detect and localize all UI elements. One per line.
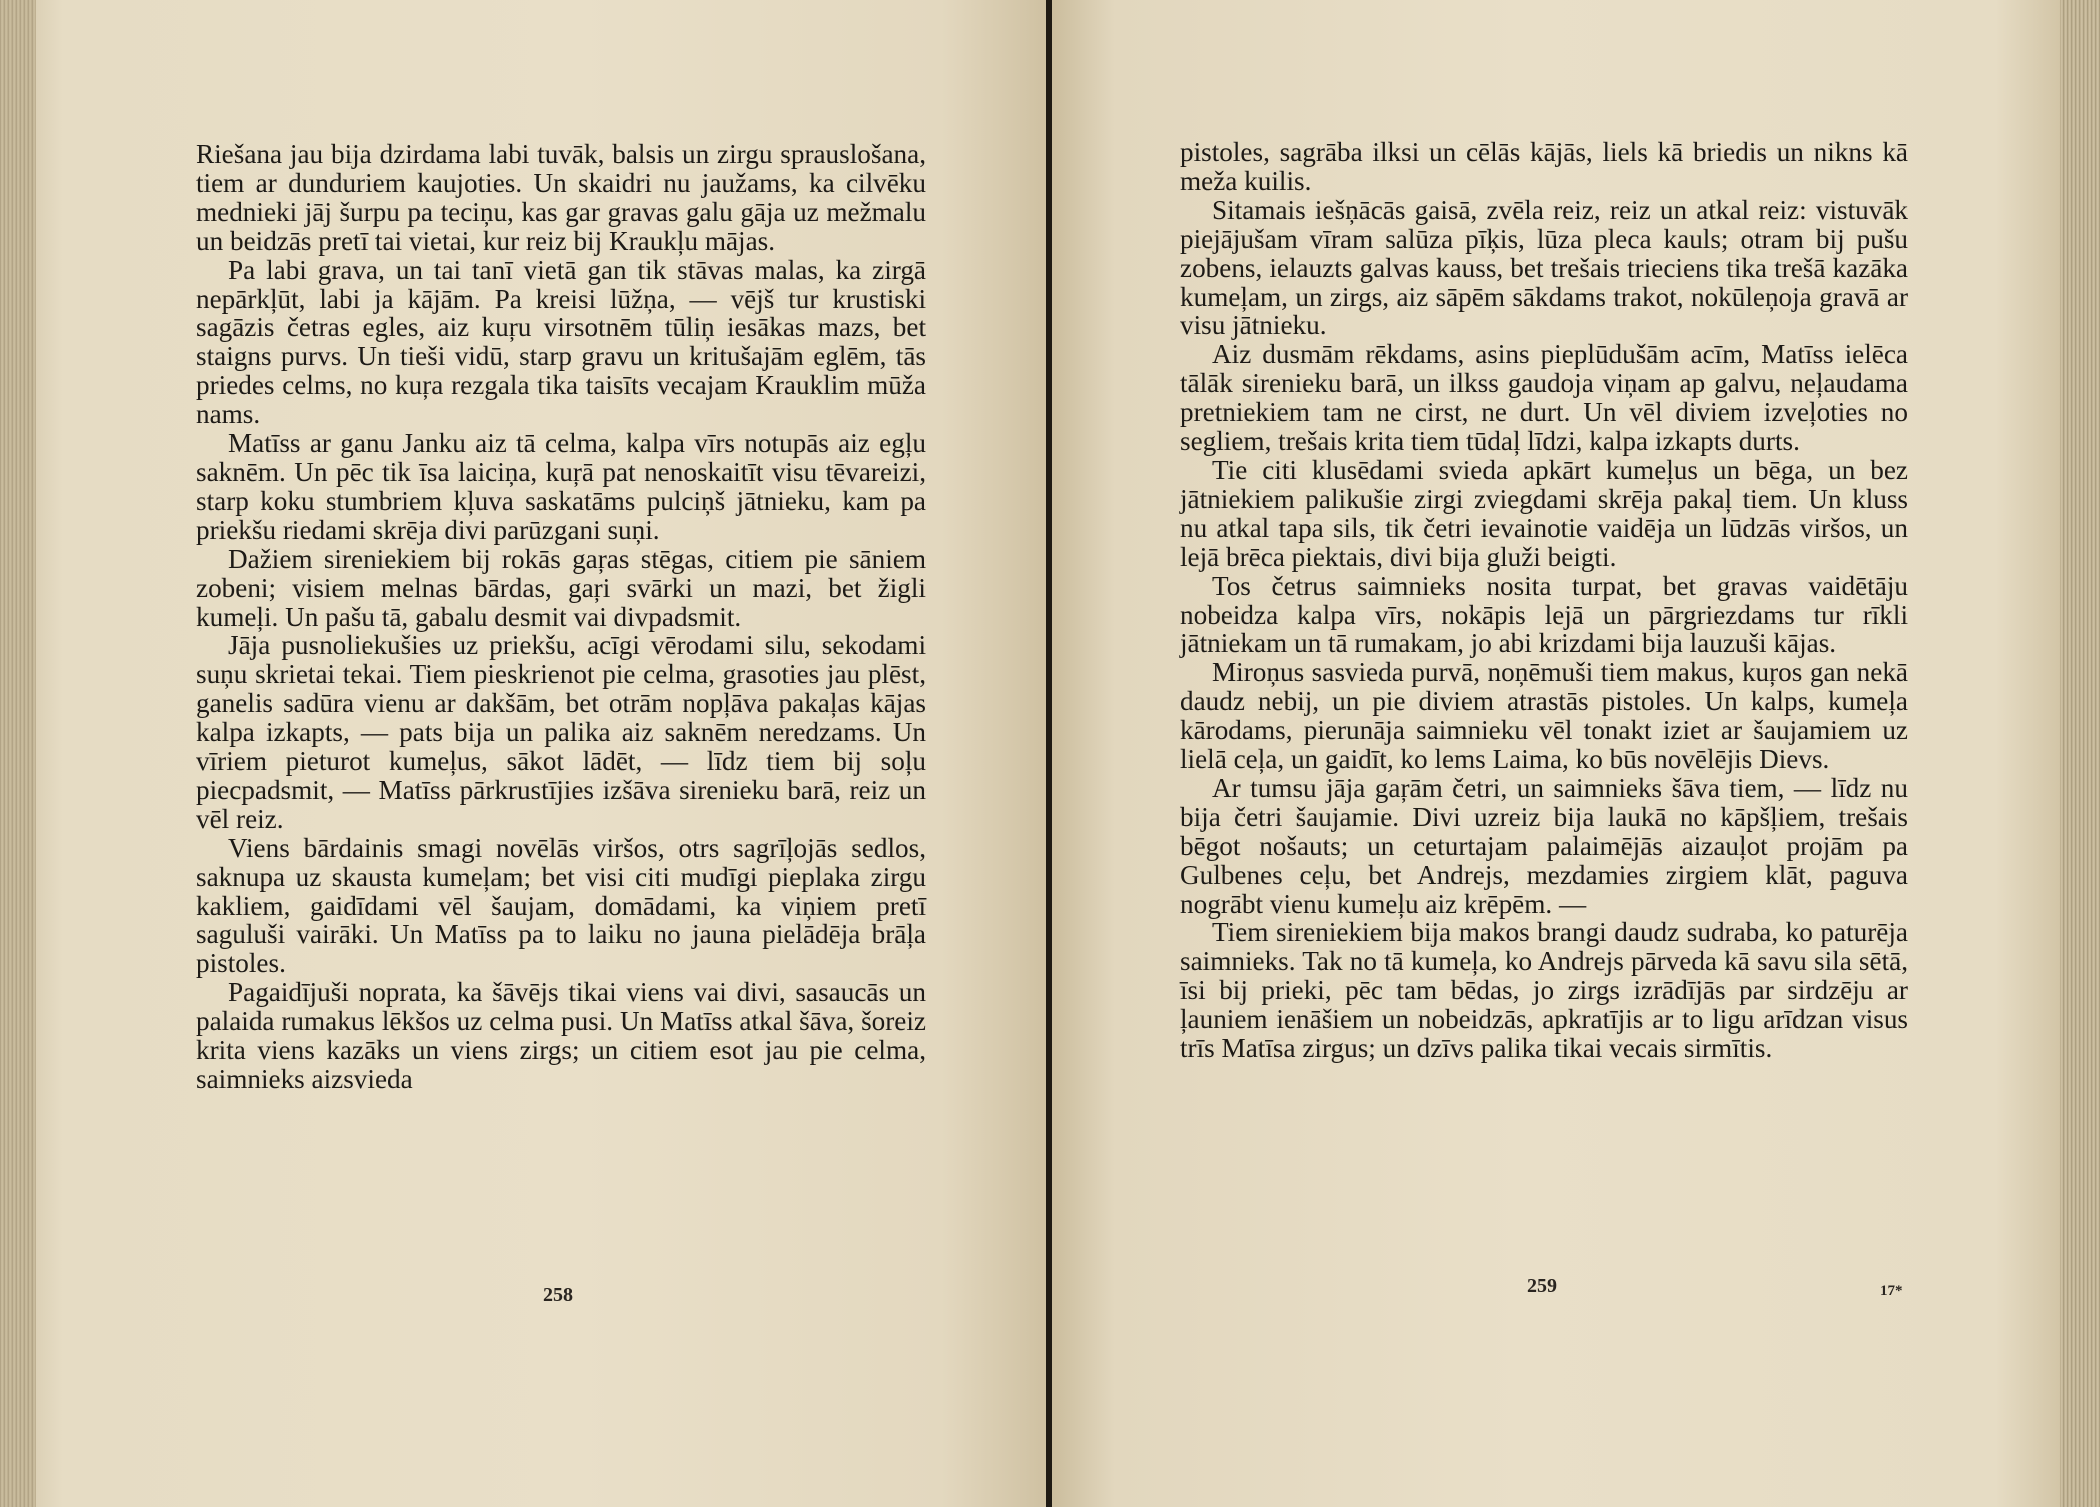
right-paragraph-5: Tos četrus saimnieks nosita turpat, bet gravas vaidētāju nobeidza kalpa vīrs, nokāpis lejā un pārgriezdams tur rīkli jātniekam un tā rumakam, jo abi krizdami bija lauzuši kājas. [1180,570,1908,659]
left-page-text [196,140,926,1094]
right-paragraph-1: pistoles, sagrāba ilksi un cēlās kājās, liels kā briedis un nikns kā meža kuilis. [1180,137,1908,196]
right-page-text [1180,138,1908,1063]
right-paragraph-7: Ar tumsu jāja gaŗām četri, un saimnieks šāva tiem, — līdz nu bija četri šaujamie. Divi uzreiz bija laukā no kāpšļiem, trešais bēgot nošauts; un ceturtajam palaimējās aizauļot projām pa Gulbenes ceļu, bet Andrejs, mezdamies zirgiem klāt, paguva nogrābt vienu kumeļu aiz krēpēm. — [1180,772,1908,919]
left-paragraph-4: Dažiem sireniekiem bij rokās gaŗas stēgas, citiem pie sāniem zobeni; visiem melnas bārdas, gaŗi svārki un mazi, bet žigli kumeļi. Un pašu tā, gabalu desmit vai divpadsmit. [196,543,926,632]
right-paragraph-8: Tiem sireniekiem bija makos brangi daudz sudraba, ko paturēja saimnieks. Tak no tā kumeļa, ko Andrejs pārveda kā savu sila sētā, īsi bij prieki, pēc tam bēdas, jo zirgs izrādījās par sirdzēju ar ļauniem ienāšiem un nobeidzās, apkratījis ar to ligu arīdzan visus trīs Matīsa zirgus; un dzīvs palika tikai vecais sirmītis. [1180,917,1908,1064]
right-paragraph-2: Sitamais iešņācās gaisā, zvēla reiz, reiz un atkal reiz: vistuvāk piejājušam vīram salūza pīķis, lūza pleca kauls; otram bij pušu zobens, ielauzts galvas kauss, bet trešais trieciens tika trešā kazāka kumeļam, un zirgs, aiz sāpēm sākdams trakot, nokūleņoja gravā ar visu jātnieku. [1180,194,1908,341]
page-stack-edge-left [0,0,36,1507]
right-paragraph-4: Tie citi klusēdami svieda apkārt kumeļus un bēga, un bez jātniekiem palikušie zirgi zviegdami skrēja pakaļ tiem. Un kluss nu atkal tapa sils, tik četri ievainotie vaidēja un lūdzās viršos, un lejā brēca piektais, divi bija gluži beigti. [1180,454,1908,572]
left-paragraph-6: Viens bārdainis smagi novēlās viršos, otrs sagrīļojās sedlos, saknupa uz skausta kumeļam; bet visi citi mudīgi pieplaka zirgu kakliem, gaidīdami vēl šaujam, domādami, ka viņiem pretī saguluši vairāki. Un Matīss pa to laiku no jauna pielādēja brāļa pistoles. [196,832,926,979]
left-paragraph-1: Riešana jau bija dzirdama labi tuvāk, balsis un zirgu sprauslošana, tiem ar dunduriem kaujoties. Un skaidri nu jaužams, ka cilvēku mednieki jāj šurpu pa teciņu, kas gar gravas galu gāja uz mežmalu un beidzās pretī tai vietai, kur reiz bij Kraukļu mājas. [196,139,926,256]
page-stack-edge-right [2060,0,2100,1507]
left-paragraph-2: Pa labi grava, un tai tanī vietā gan tik stāvas malas, ka zirgā nepārkļūt, labi ja kājām. Pa kreisi lūžņa, — vējš tur krustiski sagāzis četras egles, aiz kuŗu virsotnēm tūliņ iesākas mazs, bet staigns purvs. Un tieši vidū, starp gravu un kritušajām eglēm, tās priedes celms, no kuŗa rezgala tika taisīts vecajam Krauklim mūža nams. [196,254,926,430]
right-page-number: 259 [1527,1275,1557,1297]
right-page [1052,0,2100,1507]
left-paragraph-5: Jāja pusnoliekušies uz priekšu, acīgi vērodami silu, sekodami suņu skrietai tekai. Tiem pieskrienot pie celma, grasoties jau plēst, ganelis sadūra vienu ar dakšām, bet otrām nopļāva pakaļas kājas kalpa izkapts, — pats bija un palika aiz saknēm neredzams. Un vīriem pieturot kumeļus, sākot lādēt, — līdz tiem bij soļu piecpadsmit, — Matīss pārkrustījies izšāva sirenieku barā, reiz un vēl reiz. [196,630,926,834]
right-paragraph-3: Aiz dusmām rēkdams, asins pieplūdušām acīm, Matīss ielēca tālāk sirenieku barā, un ilkss gaudoja viņam ap galvu, neļaudama pretniekiem tam ne cirst, ne durt. Un vēl diviem izveļoties no segliem, trešais krita tiem tūdaļ līdzi, kalpa izkapts durts. [1180,339,1908,457]
left-page [0,0,1048,1507]
left-page-number: 258 [543,1284,573,1306]
right-paragraph-6: Miroņus sasvieda purvā, noņēmuši tiem makus, kuŗos gan nekā daudz nebij, un pie diviem atrastās pistoles. Un kalps, kumeļa kārodams, pierunāja saimnieku vēl tonakt iziet ar šaujamiem uz lielā ceļa, un gaidīt, ko lems Laima, ko būs novēlējis Dievs. [1180,657,1908,775]
signature-mark: 17* [1880,1283,1903,1299]
left-paragraph-7: Pagaidījuši noprata, ka šāvējs tikai viens vai divi, sasaucās un palaida rumakus lēkšos uz celma pusi. Un Matīss atkal šāva, šoreiz krita viens kazāks un viens zirgs; un citiem esot jau pie celma, saimnieks aizsvieda [196,977,926,1094]
left-paragraph-3: Matīss ar ganu Janku aiz tā celma, kalpa vīrs notupās aiz egļu saknēm. Un pēc tik īsa laiciņa, kuŗā pat nenoskaitīt visu tēvareizi, starp koku stumbriem kļuva saskatāms pulciņš jātnieku, kam pa priekšu riedami skrēja divi parūzgani suņi. [196,428,926,545]
